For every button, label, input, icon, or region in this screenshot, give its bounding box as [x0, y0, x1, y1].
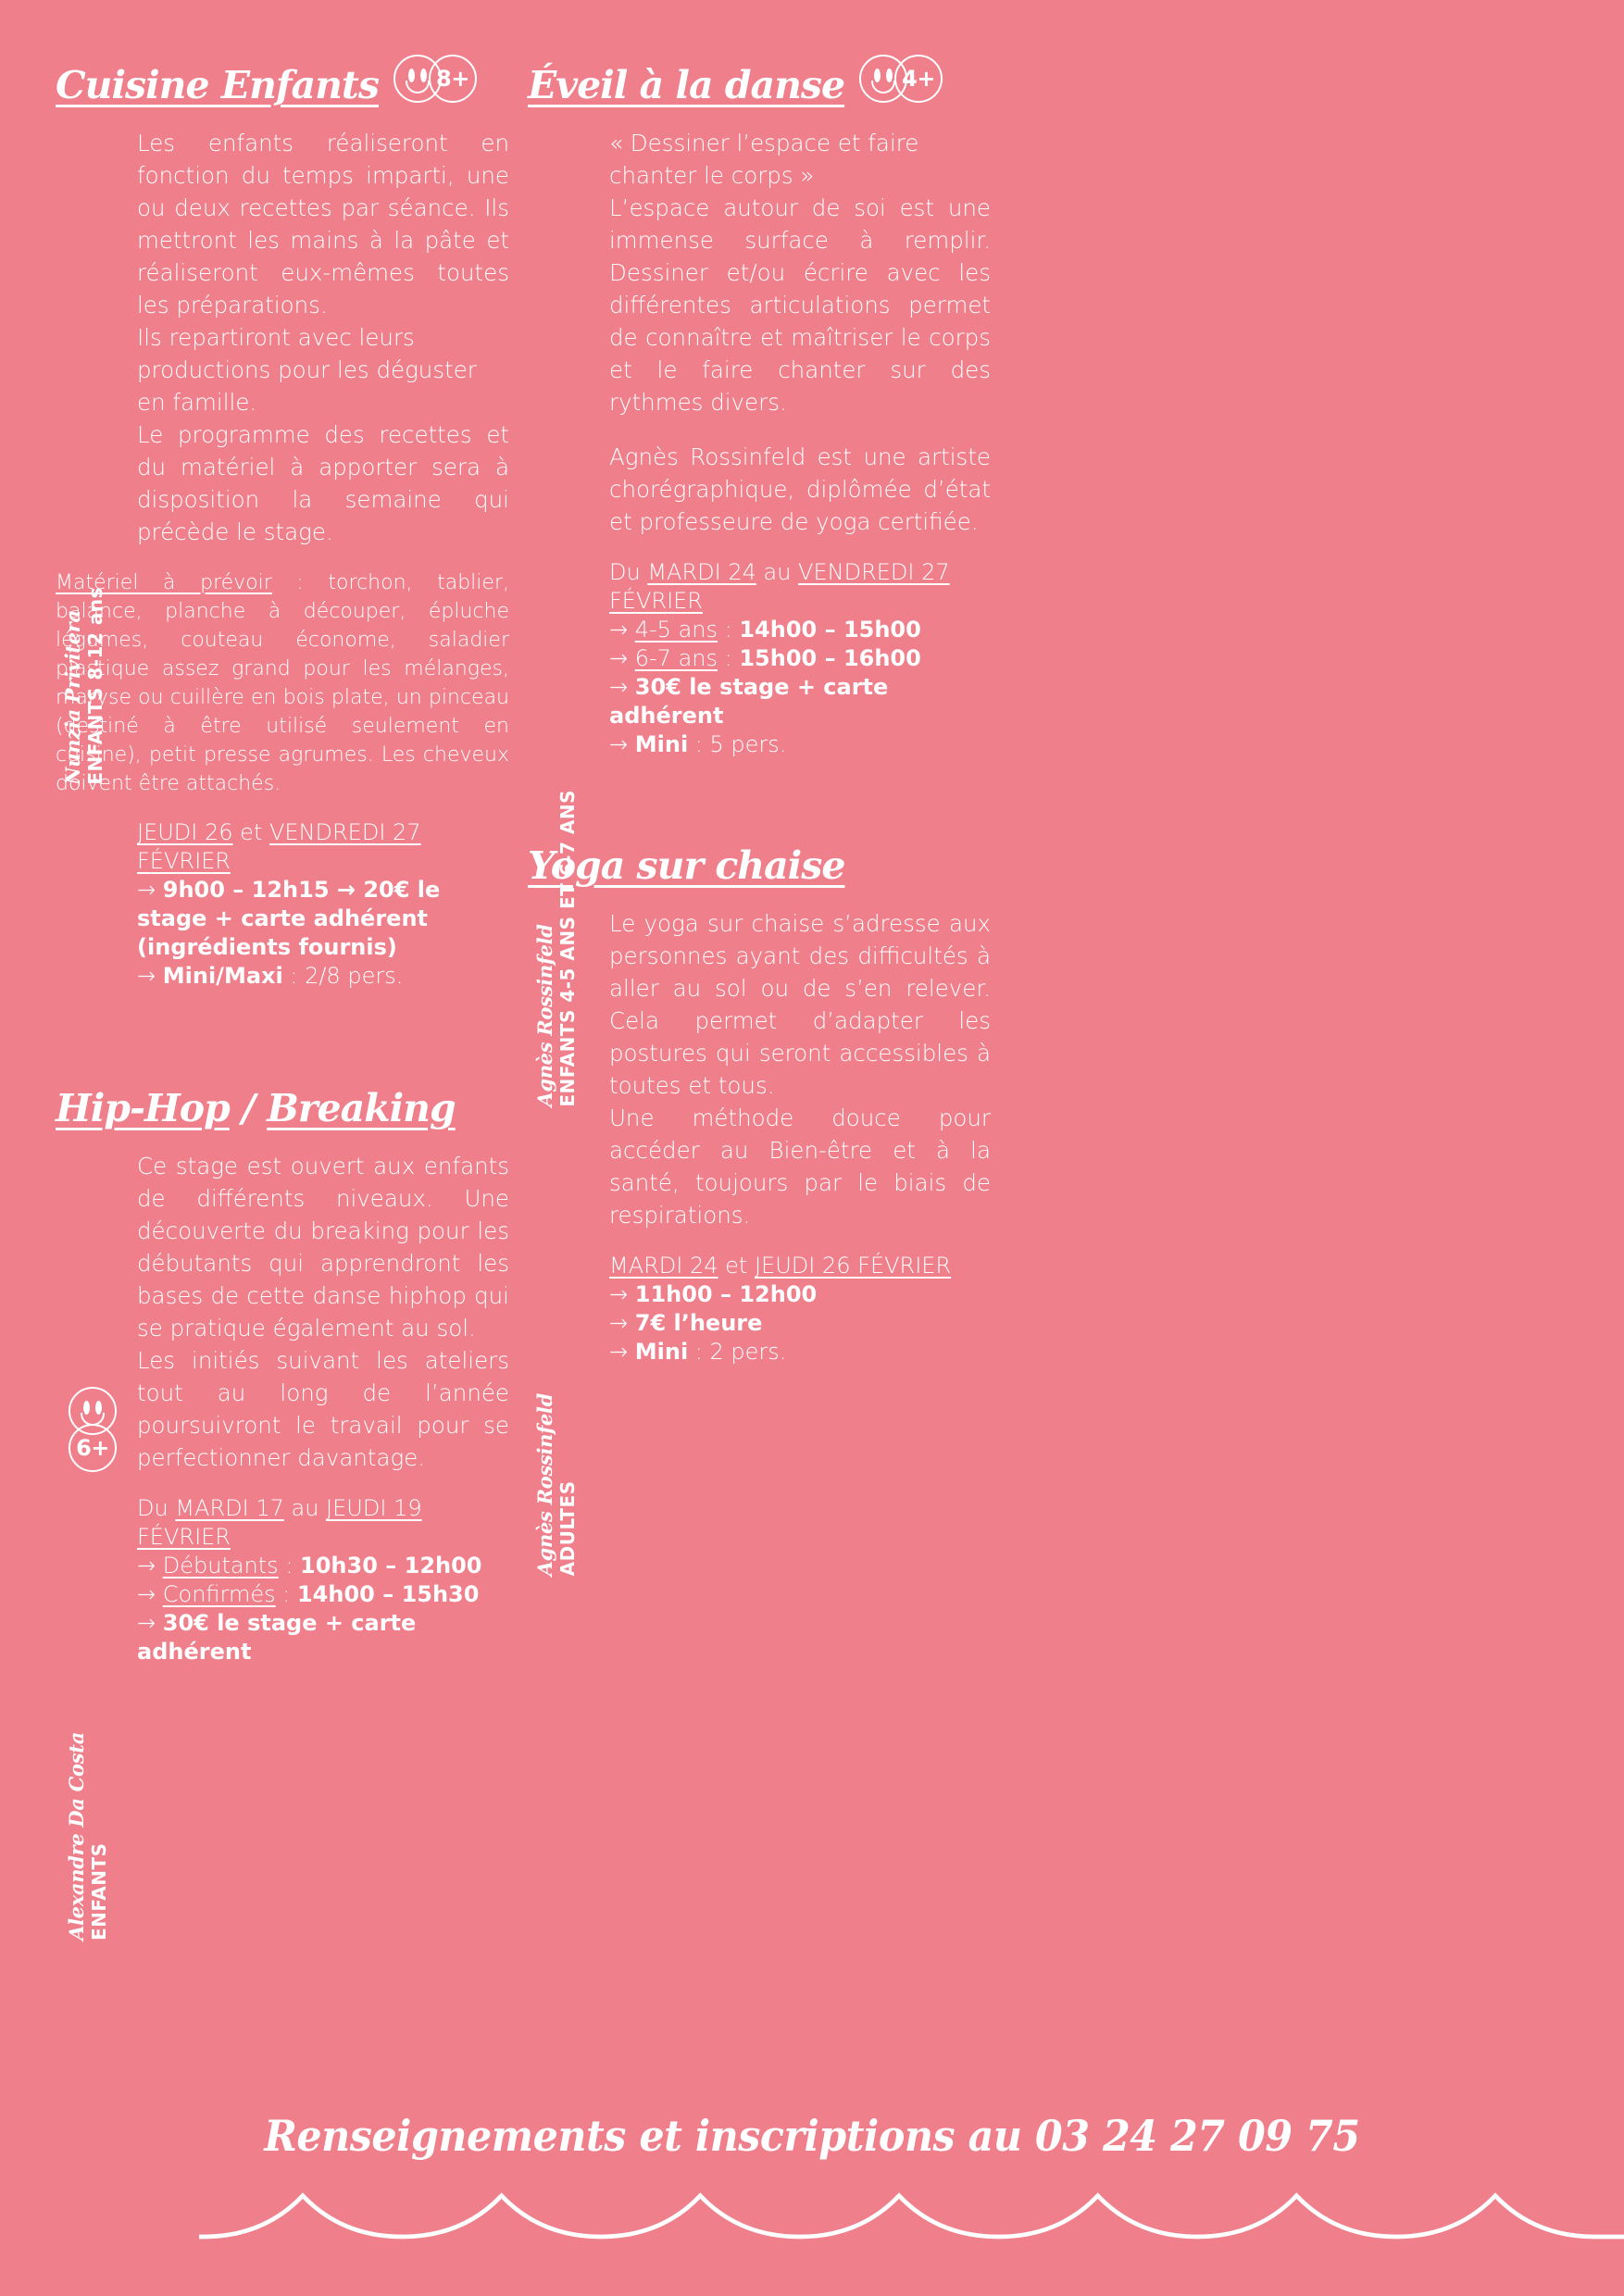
arrow-icon: → — [137, 877, 156, 903]
section-header — [528, 51, 991, 105]
material-text: : torchon, tablier, balance, planche à découper, épluche légumes, couteau économe, saladier plastique assez grand pour les mélanges, maryse ou cuillère en bois plate, un pinceau (destiné à être utilisé seulement en cuisine), petit presse agrumes. Les cheveux doivent être attachés. — [56, 571, 509, 795]
paragraph: Ils repartiront avec leurs productions pour les déguster en famille. — [137, 324, 477, 416]
schedule-value: 7€ l’heure — [634, 1310, 763, 1336]
material-label: Matériel à prévoir — [56, 571, 272, 594]
smiley-mouth — [406, 81, 430, 94]
schedule-sep: : — [278, 1553, 301, 1578]
vertical-credits — [56, 127, 137, 785]
age-badge-label: 8+ — [436, 66, 469, 92]
schedule-block-hiphop — [137, 1494, 509, 1666]
schedule-dates — [137, 818, 509, 876]
date-joiner: et — [718, 1253, 755, 1279]
paragraph: Agnès Rossinfeld est une artiste chorégraphique, diplômée d’état et professeure de yoga certifiée. — [609, 443, 991, 535]
date-start: JEUDI 26 — [137, 819, 233, 845]
instructor-name: Alexandre Da Costa — [65, 1731, 88, 1940]
schedule-value: 30€ le stage + carte adhérent — [609, 674, 889, 729]
section-cuisine-enfants — [56, 51, 509, 991]
schedule-value: 30€ le stage + carte adhérent — [137, 1610, 417, 1665]
schedule-line — [137, 1552, 509, 1580]
audience-label: ENFANTS — [88, 1842, 110, 1940]
paragraph: « Dessiner l’espace et faire chanter le corps » — [609, 130, 919, 189]
instructor-name: Nunzia Privitera — [61, 610, 84, 785]
schedule-key: Mini/Maxi — [162, 963, 283, 989]
schedule-key: 6-7 ans — [634, 645, 718, 671]
footer — [0, 2055, 1624, 2296]
dates-prefix: Du — [609, 559, 648, 585]
page-title-cuisine — [56, 63, 379, 107]
schedule-key: Mini — [634, 1339, 689, 1365]
section-header — [56, 1074, 509, 1128]
paragraph: L’espace autour de soi est une immense surface à remplir. Dessiner et/ou écrire avec les différentes articulations permet de connaître et maîtriser le corps et le faire chanter sur des rythmes divers. — [609, 194, 991, 416]
paragraph: Le yoga sur chaise s’adresse aux personnes ayant des difficultés à aller au sol ou de s’en relever. Cela permet d’adapter les postures qui seront accessibles à toutes et tous. — [609, 910, 991, 1099]
section-yoga-sur-chaise — [528, 831, 991, 1576]
schedule-block-cuisine — [137, 818, 509, 991]
schedule-line — [609, 644, 991, 673]
schedule-sep: : — [718, 617, 740, 643]
schedule-value: 11h00 – 12h00 — [634, 1281, 818, 1307]
schedule-dates — [609, 1252, 991, 1280]
badge-group-hiphop — [69, 1387, 117, 1472]
arrow-icon: → — [137, 1610, 156, 1636]
date-end: JEUDI 19 FÉVRIER — [137, 1495, 422, 1550]
right-column — [528, 51, 991, 1576]
section-hip-hop-breaking — [56, 1074, 509, 1940]
schedule-key: 4-5 ans — [634, 617, 718, 643]
paragraph: Ce stage est ouvert aux enfants de différents niveaux. Une découverte du breaking pour les débutants qui apprendront les bases de cette danse hiphop qui se pratique également au sol. — [137, 1153, 509, 1341]
schedule-line — [609, 730, 991, 759]
audience-label: ENFANTS 4-5 ANS ET 6-7 ANS — [556, 790, 579, 1107]
date-start: MARDI 24 — [647, 559, 756, 585]
age-badge-label: 6+ — [76, 1435, 109, 1461]
section-content — [609, 907, 991, 1366]
paragraph: Le programme des recettes et du matériel à apporter sera à disposition la semaine qui précède le stage. — [137, 421, 509, 545]
paragraph: Les initiés suivant les ateliers tout au long de l’année poursuivront le travail pour se perfectionner davantage. — [137, 1347, 509, 1471]
audience-label: ENFANTS 8-12 ans — [84, 587, 106, 785]
section-content — [137, 127, 509, 548]
section-content — [609, 127, 991, 759]
instructor-name: Agnès Rossinfeld — [533, 1392, 556, 1576]
section-title-part2: Breaking — [267, 1086, 456, 1130]
section-content — [137, 1150, 509, 1666]
section-header — [56, 51, 509, 105]
schedule-sep: : — [275, 1581, 297, 1607]
paragraph: Une méthode douce pour accéder au Bien-être et à la santé, toujours par le biais de respirations. — [609, 1104, 991, 1229]
age-badge — [429, 55, 477, 103]
schedule-line — [137, 1580, 509, 1609]
section-title-text: Yoga sur chaise — [528, 843, 845, 888]
date-start: MARDI 17 — [175, 1495, 284, 1521]
schedule-value: 14h00 – 15h30 — [296, 1581, 480, 1607]
arrow-icon: → — [137, 1553, 156, 1578]
paragraph: Les enfants réaliseront en fonction du temps imparti, une ou deux recettes par séance. Ils mettront les mains à la pâte et réaliseront eux-mêmes toutes les préparations. — [137, 130, 509, 318]
age-badge-label: 4+ — [902, 66, 935, 92]
age-badge — [69, 1424, 117, 1472]
dates-prefix: Du — [137, 1495, 176, 1521]
instructor-name: Agnès Rossinfeld — [533, 924, 556, 1107]
schedule-sep: : — [718, 645, 740, 671]
schedule-line — [609, 616, 991, 644]
schedule-line — [137, 1609, 509, 1666]
schedule-block-yoga — [609, 1252, 991, 1366]
badge-group-eveil — [859, 55, 943, 103]
age-badge — [894, 55, 943, 103]
arrow-icon: → — [137, 1581, 156, 1607]
section-title-text: Éveil à la danse — [528, 63, 845, 107]
section-body — [56, 1150, 509, 1940]
date-joiner: au — [756, 559, 799, 585]
schedule-line — [609, 1338, 991, 1366]
page-title-hiphop — [56, 1086, 456, 1130]
section-body — [528, 907, 991, 1576]
schedule-dates — [609, 558, 991, 616]
arrow-icon: → — [609, 731, 629, 757]
arrow-icon: → — [137, 963, 156, 989]
material-note — [56, 568, 509, 798]
schedule-value: : 2/8 pers. — [282, 963, 404, 989]
date-joiner: au — [283, 1495, 327, 1521]
smiley-mouth — [871, 81, 895, 94]
scallop-wave-divider — [199, 2185, 1624, 2250]
arrow-icon: → — [609, 674, 629, 700]
schedule-value: : 5 pers. — [688, 731, 787, 757]
schedule-line — [609, 1280, 991, 1309]
schedule-value: 14h00 – 15h00 — [739, 617, 921, 643]
arrow-icon: → — [609, 1281, 629, 1307]
badge-group-cuisine — [394, 55, 477, 103]
date-end: JEUDI 26 FÉVRIER — [754, 1253, 952, 1279]
arrow-icon: → — [609, 645, 629, 671]
schedule-value: 10h30 – 12h00 — [300, 1553, 482, 1578]
schedule-block-eveil — [609, 558, 991, 759]
date-end: VENDREDI 27 FÉVRIER — [137, 819, 421, 874]
section-title-text: Cuisine Enfants — [56, 63, 379, 107]
date-joiner: et — [232, 819, 269, 845]
audience-label: ADULTES — [556, 1480, 579, 1576]
section-title-separator: / — [229, 1086, 268, 1130]
section-title-part1: Hip-Hop — [56, 1086, 230, 1130]
schedule-value: 15h00 – 16h00 — [739, 645, 921, 671]
page-title-yoga — [528, 843, 845, 888]
arrow-icon: → — [609, 1310, 629, 1336]
schedule-dates — [137, 1494, 509, 1552]
vertical-credits — [528, 127, 609, 1107]
schedule-key: Débutants — [162, 1553, 279, 1578]
left-column — [56, 51, 509, 1940]
section-header — [528, 831, 991, 888]
schedule-key: Confirmés — [162, 1581, 276, 1607]
schedule-line — [137, 962, 509, 991]
arrow-icon: → — [609, 1339, 629, 1365]
date-start: MARDI 24 — [609, 1253, 718, 1279]
schedule-line — [609, 1309, 991, 1338]
schedule-value: : 2 pers. — [688, 1339, 787, 1365]
page-title-eveil — [528, 63, 845, 107]
schedule-line — [609, 673, 991, 730]
vertical-credits — [528, 907, 609, 1576]
arrow-icon: → — [609, 617, 629, 643]
schedule-value: 9h00 – 12h15 → 20€ le stage + carte adhérent (ingrédients fournis) — [137, 877, 441, 960]
vertical-credits — [56, 1150, 137, 1940]
footer-contact-text: Renseignements et inscriptions au 03 24 27 09 75 — [264, 2111, 1360, 2161]
date-end: VENDREDI 27 FÉVRIER — [609, 559, 950, 614]
schedule-key: Mini — [634, 731, 689, 757]
schedule-line — [137, 876, 509, 962]
